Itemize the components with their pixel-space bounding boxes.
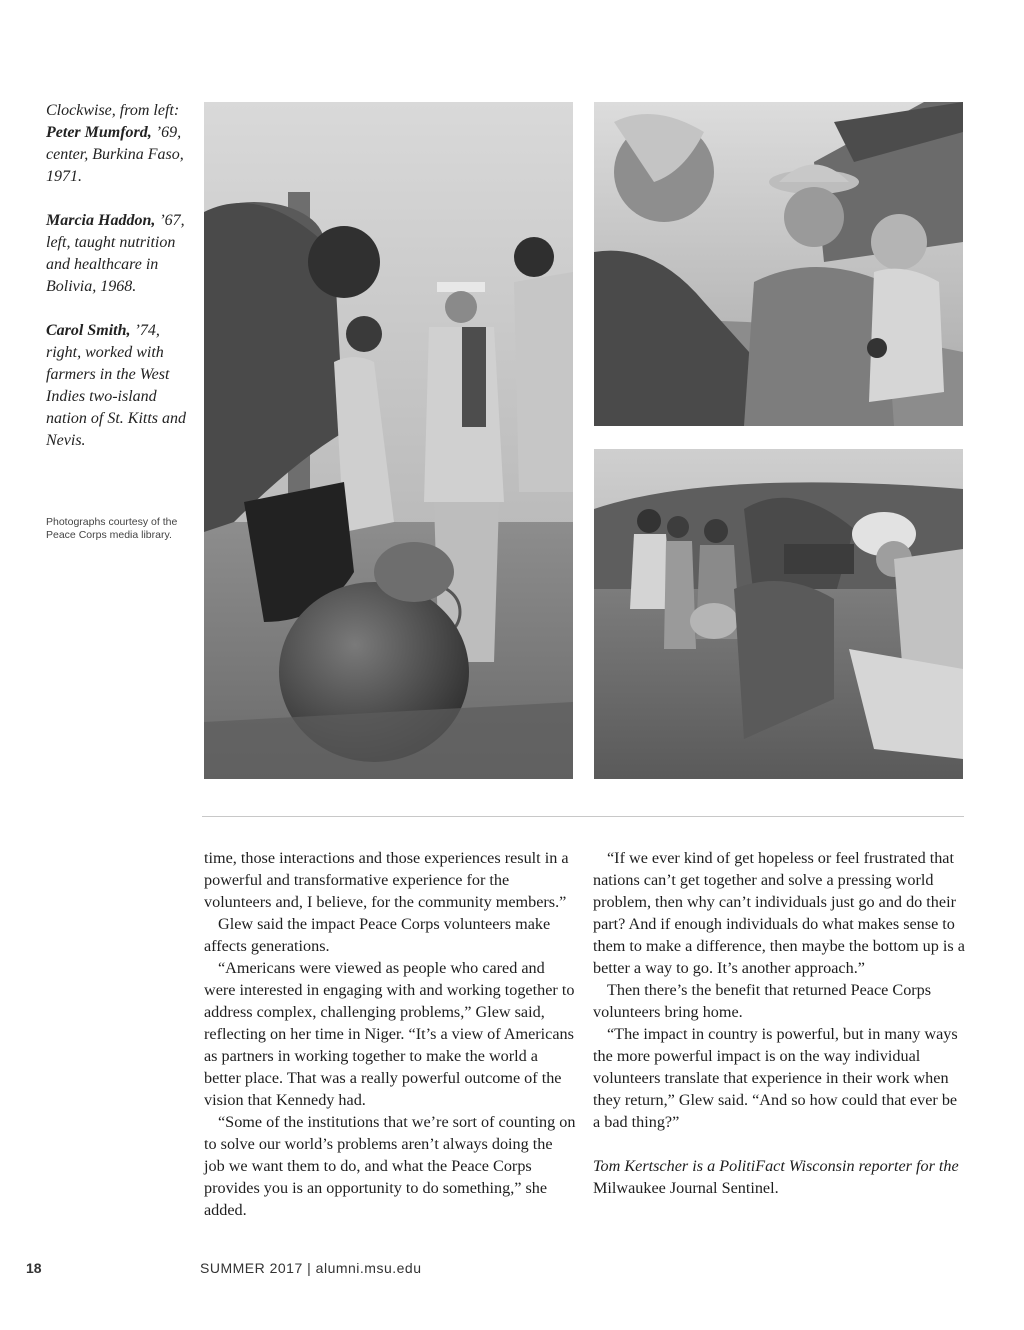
caption-intro: Clockwise, from left:	[46, 102, 180, 119]
section-divider	[202, 816, 964, 817]
article-paragraph: time, those interactions and those experiences result in a powerful and transformative experience for the volunteers and, I believe, for the community members.”	[204, 849, 569, 911]
author-bio: Tom Kertscher is a PolitiFact Wisconsin reporter for the	[593, 1157, 959, 1175]
caption-name: Marcia Haddon,	[46, 212, 156, 229]
article-paragraph: “Some of the institutions that we’re sort of counting on to solve our world’s problems aren’t always doing the job we want them to do, and what the Peace Corps provides you is an opportunity to do something,” she added.	[204, 1113, 576, 1219]
article-paragraph: Glew said the impact Peace Corps volunteers make affects generations.	[204, 915, 551, 955]
caption-block-1	[46, 100, 192, 188]
photo-caption	[46, 100, 192, 474]
caption-name: Peter Mumford,	[46, 124, 152, 141]
publication-name: Milwaukee Journal Sentinel.	[593, 1179, 779, 1197]
caption-name: Carol Smith,	[46, 322, 131, 339]
article-paragraph: “The impact in country is powerful, but in many ways the more powerful impact is on the way individual volunteers translate that experience in their work when they return,” Glew said. “And so how could that ever be a bad thing?”	[593, 1025, 958, 1131]
article-paragraph: Then there’s the benefit that returned Peace Corps volunteers bring home.	[593, 981, 932, 1021]
footer-issue-url: SUMMER 2017 | alumni.msu.edu	[200, 1260, 422, 1276]
caption-detail: ’69, center, Burkina Faso, 1971.	[46, 124, 184, 185]
article-column-right	[593, 847, 965, 1199]
photo-burkina-faso-image	[204, 102, 573, 779]
photo-st-kitts-nevis	[594, 449, 963, 779]
photo-credit: Photographs courtesy of the Peace Corps media library.	[46, 516, 178, 541]
article-column-left	[204, 847, 576, 1221]
caption-block-2	[46, 210, 192, 298]
photo-st-kitts-nevis-image	[594, 449, 963, 779]
caption-detail: ’67, left, taught nutrition and healthcare in Bolivia, 1968.	[46, 212, 185, 295]
article-paragraph: “Americans were viewed as people who cared and were interested in engaging with and working together to address complex, challenging problems,” Glew said, reflecting on her time in Niger. “It’s a view of Americans as partners in working together to make the world a better place. That was a really powerful outcome of the vision that Kennedy had.	[204, 959, 575, 1109]
photo-burkina-faso	[204, 102, 573, 779]
page-number: 18	[26, 1260, 42, 1276]
caption-block-3	[46, 320, 192, 452]
caption-detail: ’74, right, worked with farmers in the West Indies two-island nation of St. Kitts and Nevis.	[46, 322, 187, 449]
photo-bolivia	[594, 102, 963, 426]
article-paragraph: “If we ever kind of get hopeless or feel frustrated that nations can’t get together and solve a pressing world problem, then why can’t individuals just go and do their part? And if enough individuals do what makes sense to them to make a difference, then maybe the bottom up is a better a way to go. It’s another approach.”	[593, 849, 965, 977]
author-signoff	[593, 1155, 965, 1199]
photo-bolivia-image	[594, 102, 963, 426]
